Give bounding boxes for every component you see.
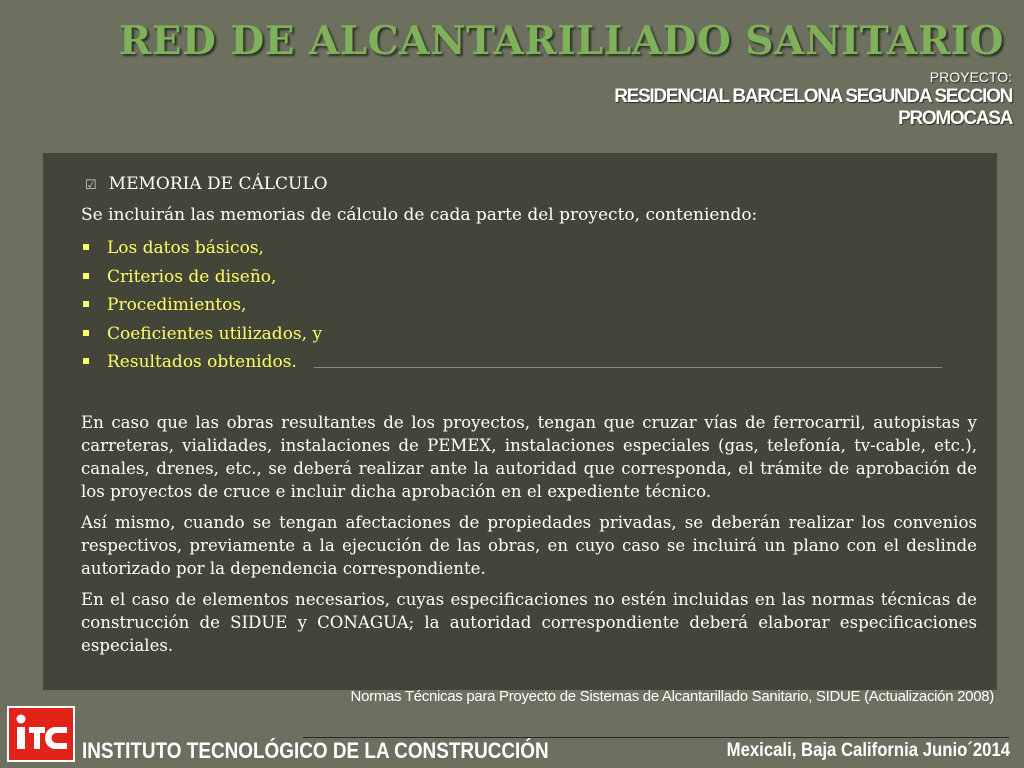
paragraph: Así mismo, cuando se tengan afectaciones de propiedades privadas, se deberán realizar los convenios respectivos, previamente a la ejecución de las obras, en cuyo caso se incluirá un plano con el deslinde autorizado por la dependencia correspondiente. [81,513,977,578]
paragraph: En el caso de elementos necesarios, cuyas especificaciones no estén incluidas en las normas técnicas de construcción de SIDUE y CONAGUA; la autoridad correspondiente deberá elaborar especificaciones especiales. [81,590,977,655]
section-heading [85,174,328,194]
intro-text: Se incluirán las memorias de cálculo de cada parte del proyecto, conteniendo: [81,205,758,225]
section-heading-text: MEMORIA DE CÁLCULO [108,174,328,194]
list-item: Los datos básicos, [81,234,322,263]
project-name-line1: RESIDENCIAL BARCELONA SEGUNDA SECCION [614,86,1012,107]
content-panel [43,153,997,690]
square-bullet-icon [83,301,89,307]
square-bullet-icon [83,244,89,250]
itc-logo [7,706,75,762]
paragraph: En caso que las obras resultantes de los proyectos, tengan que cruzar vías de ferrocarril, autopistas y carreteras, vialidades, instalaciones de PEMEX, instalaciones especiales (gas, telefonía, tv-cable, etc.), canales, drenes, etc., se deberá realizar ante la autoridad que corresponda, el trámite de aprobación de los proyectos de cruce e incluir dicha aprobación en el expediente técnico. [81,413,977,501]
project-name-line2: PROMOCASA [898,108,1012,129]
list-item: Resultados obtenidos. [81,348,322,377]
slide-title: RED DE ALCANTARILLADO SANITARIO [118,18,1004,64]
square-bullet-icon [83,330,89,336]
criteria-list [81,234,322,377]
list-item: Coeficientes utilizados, y [81,320,322,349]
list-item: Criterios de diseño, [81,263,322,292]
body-paragraphs [81,411,977,665]
square-bullet-icon [83,358,89,364]
project-label: PROYECTO: [929,69,1012,85]
checkbox-icon: ☑ [85,178,97,193]
place-date: Mexicali, Baja California Junio´2014 [726,740,1010,761]
institution-name: INSTITUTO TECNOLÓGICO DE LA CONSTRUCCIÓN [82,738,549,763]
divider [314,367,942,368]
source-footnote: Normas Técnicas para Proyecto de Sistemas de Alcantarillado Sanitario, SIDUE (Actualización 2008) [350,688,994,705]
list-item: Procedimientos, [81,291,322,320]
square-bullet-icon [83,273,89,279]
itc-logo-graphic [9,708,73,760]
project-name [614,86,1012,130]
